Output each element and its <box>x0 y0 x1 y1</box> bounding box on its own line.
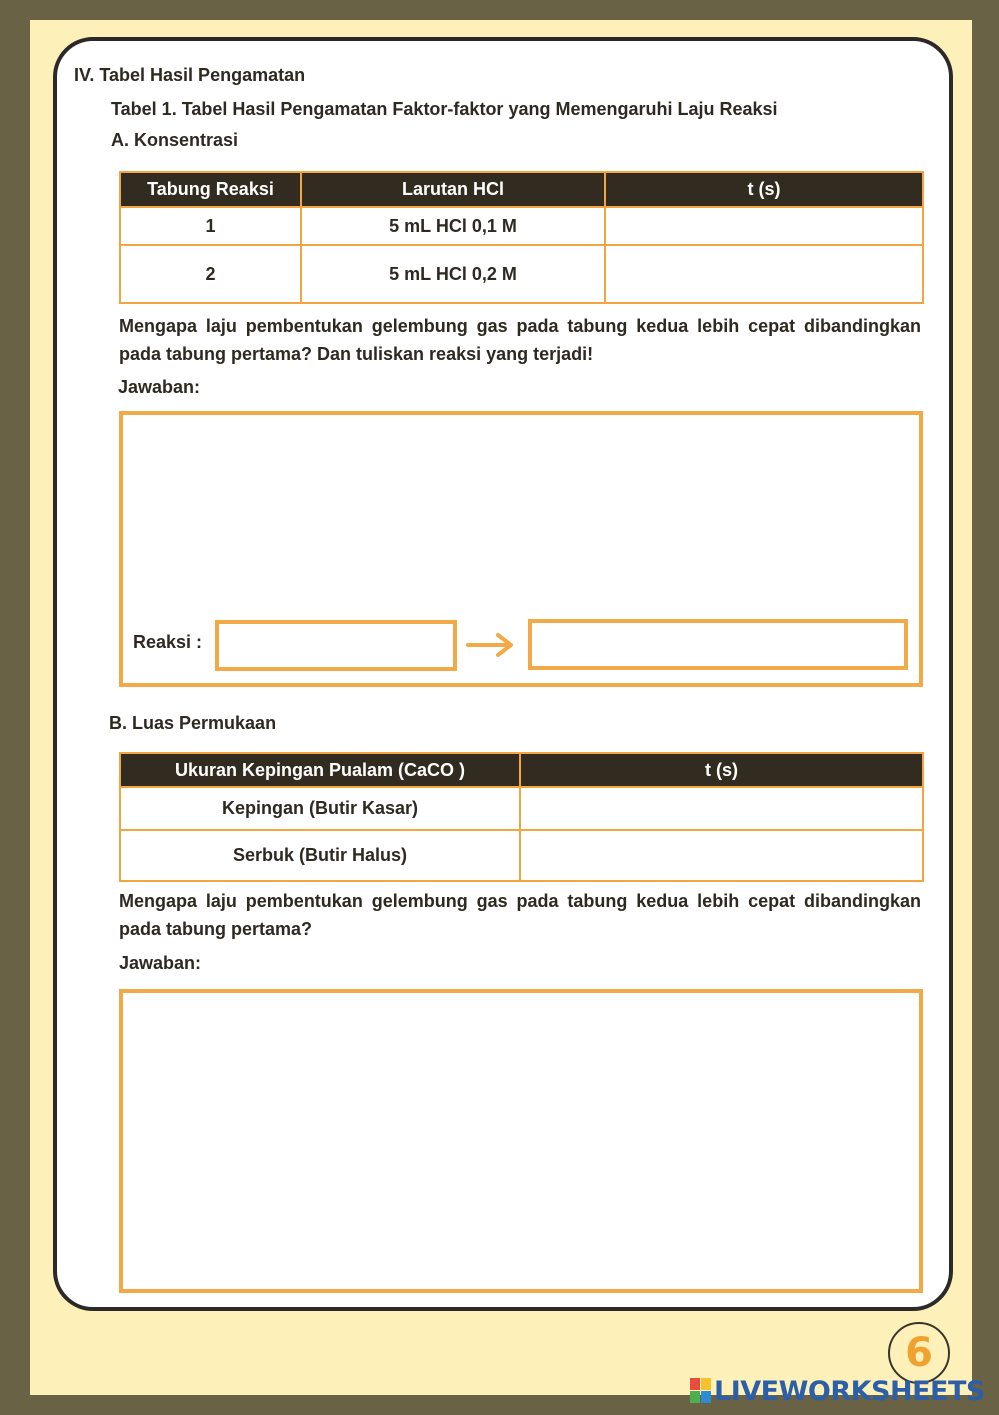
table-cell: Serbuk (Butir Halus) <box>120 830 520 881</box>
part-b-heading: B. Luas Permukaan <box>109 713 277 733</box>
time-input-cell[interactable] <box>605 207 923 245</box>
table-cell: Kepingan (Butir Kasar) <box>120 787 520 830</box>
table-cell: 5 mL HCl 0,2 M <box>301 245 605 303</box>
answer-label-b: Jawaban: <box>119 953 202 973</box>
table-row <box>120 830 923 881</box>
table-row <box>120 207 923 245</box>
column-header: Tabung Reaksi <box>120 172 301 207</box>
table-caption: Tabel 1. Tabel Hasil Pengamatan Faktor-faktor yang Memengaruhi Laju Reaksi <box>111 99 778 119</box>
question-b: Mengapa laju pembentukan gelembung gas pada tabung kedua lebih cepat dibandingkan pada tabung pertama? <box>119 891 921 939</box>
table-cell: 1 <box>120 207 301 245</box>
liveworksheets-watermark <box>690 1374 985 1408</box>
column-header: Ukuran Kepingan Pualam (CaCO ) <box>120 753 520 787</box>
table-cell: 2 <box>120 245 301 303</box>
page-number-badge: 6 <box>888 1322 950 1384</box>
watermark-text: LIVEWORKSHEETS <box>714 1375 985 1407</box>
liveworksheets-logo-icon <box>690 1378 712 1404</box>
table-cell: 5 mL HCl 0,1 M <box>301 207 605 245</box>
surface-area-table <box>119 752 924 882</box>
column-header: t (s) <box>605 172 923 207</box>
concentration-table <box>119 171 924 304</box>
answer-label-a: Jawaban: <box>118 377 201 397</box>
table-row <box>120 245 923 303</box>
section-title: IV. Tabel Hasil Pengamatan <box>74 65 306 85</box>
time-input-cell[interactable] <box>605 245 923 303</box>
part-a-heading: A. Konsentrasi <box>111 130 239 150</box>
column-header: Larutan HCl <box>301 172 605 207</box>
product-input[interactable] <box>528 619 908 670</box>
question-a: Mengapa laju pembentukan gelembung gas pada tabung kedua lebih cepat dibandingkan pada tabung pertama? Dan tuliskan reaksi yang terjadi! <box>119 316 921 364</box>
reaction-label: Reaksi : <box>133 632 203 652</box>
reaction-arrow-icon <box>466 630 516 660</box>
time-input-cell[interactable] <box>520 830 923 881</box>
time-input-cell[interactable] <box>520 787 923 830</box>
column-header: t (s) <box>520 753 923 787</box>
table-row <box>120 787 923 830</box>
answer-box-b[interactable] <box>119 989 923 1293</box>
reactant-input[interactable] <box>215 620 457 671</box>
